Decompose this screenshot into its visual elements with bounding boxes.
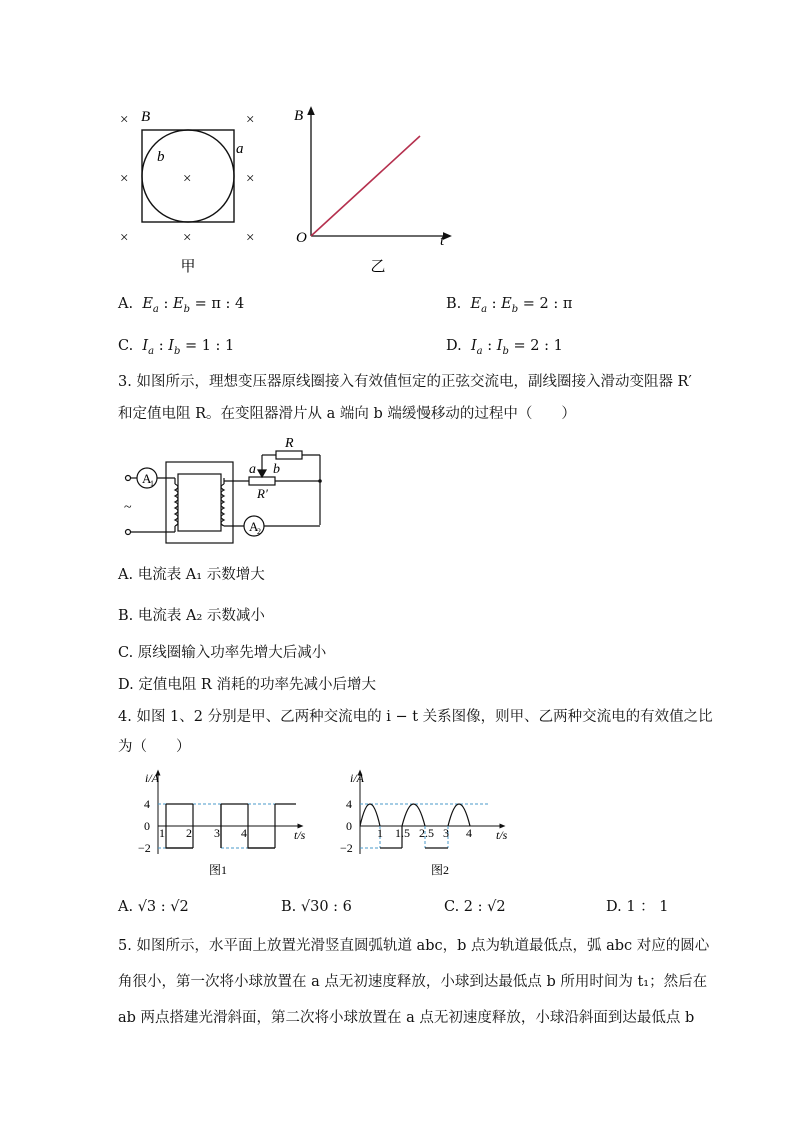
figure-magnetic-field <box>110 100 280 275</box>
svg-text:4: 4 <box>346 797 352 811</box>
q2-option-c[interactable]: C. $I_a$ : $I_b = 1$ : 1 <box>118 338 235 357</box>
figure-transformer-circuit <box>118 435 328 550</box>
origin-label: O <box>296 230 307 246</box>
svg-text:A: A <box>249 519 259 534</box>
svg-text:b: b <box>273 462 280 477</box>
svg-text:1: 1 <box>150 479 154 488</box>
q3-option-c[interactable]: C. 原线圈输入功率先增大后减小 <box>118 645 327 661</box>
cross-mark: × <box>120 112 129 128</box>
q3-option-b[interactable]: B. 电流表 A₂ 示数减小 <box>118 608 265 624</box>
q3-stem-line1: 3. 如图所示，理想变压器原线圈接入有效值恒定的正弦交流电，副线圈接入滑动变阻器 R′ <box>118 374 692 390</box>
svg-text:a: a <box>249 462 256 477</box>
cross-mark: × <box>183 230 192 246</box>
slider-arrow <box>258 470 266 477</box>
svg-text:t/s: t/s <box>496 828 508 842</box>
resistor-r <box>276 451 302 459</box>
label-a: a <box>236 141 244 157</box>
caption-yi: 乙 <box>370 259 386 275</box>
label-B: B <box>141 109 151 125</box>
svg-text:2.5: 2.5 <box>419 826 434 840</box>
svg-text:4: 4 <box>466 826 472 840</box>
cross-mark: × <box>183 171 192 187</box>
svg-text:图1: 图1 <box>208 863 228 877</box>
svg-text:0: 0 <box>144 819 150 833</box>
svg-text:i/A: i/A <box>350 771 364 785</box>
terminal-bottom <box>126 530 131 535</box>
label-b: b <box>157 149 165 165</box>
figure-2-half-sine-wave <box>340 766 540 881</box>
svg-text:4: 4 <box>144 797 150 811</box>
svg-text:R′: R′ <box>257 486 268 501</box>
q4-option-b[interactable]: B. √30 : 6 <box>281 899 352 915</box>
q4-option-d[interactable]: D. 1 ： 1 <box>606 899 669 915</box>
svg-text:−2: −2 <box>340 841 353 855</box>
svg-text:3: 3 <box>443 826 449 840</box>
svg-text:3: 3 <box>214 826 220 840</box>
svg-text:−2: −2 <box>138 841 151 855</box>
q3-option-d[interactable]: D. 定值电阻 R 消耗的功率先减小后增大 <box>118 677 376 693</box>
svg-text:4: 4 <box>241 826 247 840</box>
figure-b-t-graph <box>290 100 460 275</box>
svg-text:0: 0 <box>346 819 352 833</box>
cross-mark: × <box>120 230 129 246</box>
y-axis-label: B <box>294 108 304 124</box>
q2-option-d[interactable]: D. $I_a$ : $I_b = 2$ : 1 <box>446 338 563 357</box>
svg-text:1.5: 1.5 <box>395 826 410 840</box>
svg-text:1: 1 <box>159 826 165 840</box>
svg-text:1: 1 <box>377 826 383 840</box>
cross-mark: × <box>246 171 255 187</box>
cross-mark: × <box>120 171 129 187</box>
terminal-top <box>126 476 131 481</box>
q5-stem-line2: 角很小，第一次将小球放置在 a 点无初速度释放，小球到达最低点 b 所用时间为 t₁；然后在 <box>118 974 708 990</box>
q5-stem-line1: 5. 如图所示，水平面上放置光滑竖直圆弧轨道 abc，b 点为轨道最低点，弧 abc 对应的圆心 <box>118 938 710 954</box>
q4-stem-line1: 4. 如图 1、2 分别是甲、乙两种交流电的 i − t 关系图像，则甲、乙两种交流电的有效值之比 <box>118 709 713 725</box>
q3-option-a[interactable]: A. 电流表 A₁ 示数增大 <box>118 567 265 583</box>
cross-mark: × <box>246 230 255 246</box>
cross-mark: × <box>246 112 255 128</box>
q2-option-b[interactable]: B. $E_a$ : $E_b = 2$ : π <box>446 296 573 315</box>
svg-text:A: A <box>142 471 152 486</box>
caption-jia: 甲 <box>180 259 196 275</box>
svg-text:图2: 图2 <box>430 863 450 877</box>
q2-option-a[interactable]: A. $E_a$ : $E_b = \pi$ : 4 <box>118 296 245 315</box>
svg-text:2: 2 <box>186 826 192 840</box>
q5-stem-line3: ab 两点搭建光滑斜面，第二次将小球放置在 a 点无初速度释放，小球沿斜面到达最低点 b <box>118 1010 695 1026</box>
q3-stem-line2: 和定值电阻 R。在变阻器滑片从 a 端向 b 端缓慢移动的过程中（ ） <box>118 406 576 422</box>
svg-text:R: R <box>285 436 294 451</box>
q4-option-c[interactable]: C. 2 : √2 <box>444 899 506 915</box>
svg-text:t/s: t/s <box>294 828 306 842</box>
b-t-line <box>311 136 420 236</box>
svg-text:i/A: i/A <box>145 771 159 785</box>
svg-text:2: 2 <box>257 527 261 536</box>
x-axis-label: t <box>440 233 445 249</box>
q4-stem-line2: 为（ ） <box>118 739 191 755</box>
q4-option-a[interactable]: A. √3 : √2 <box>118 899 189 915</box>
ac-source-symbol: ~ <box>124 500 132 515</box>
figure-1-square-wave <box>118 766 318 881</box>
